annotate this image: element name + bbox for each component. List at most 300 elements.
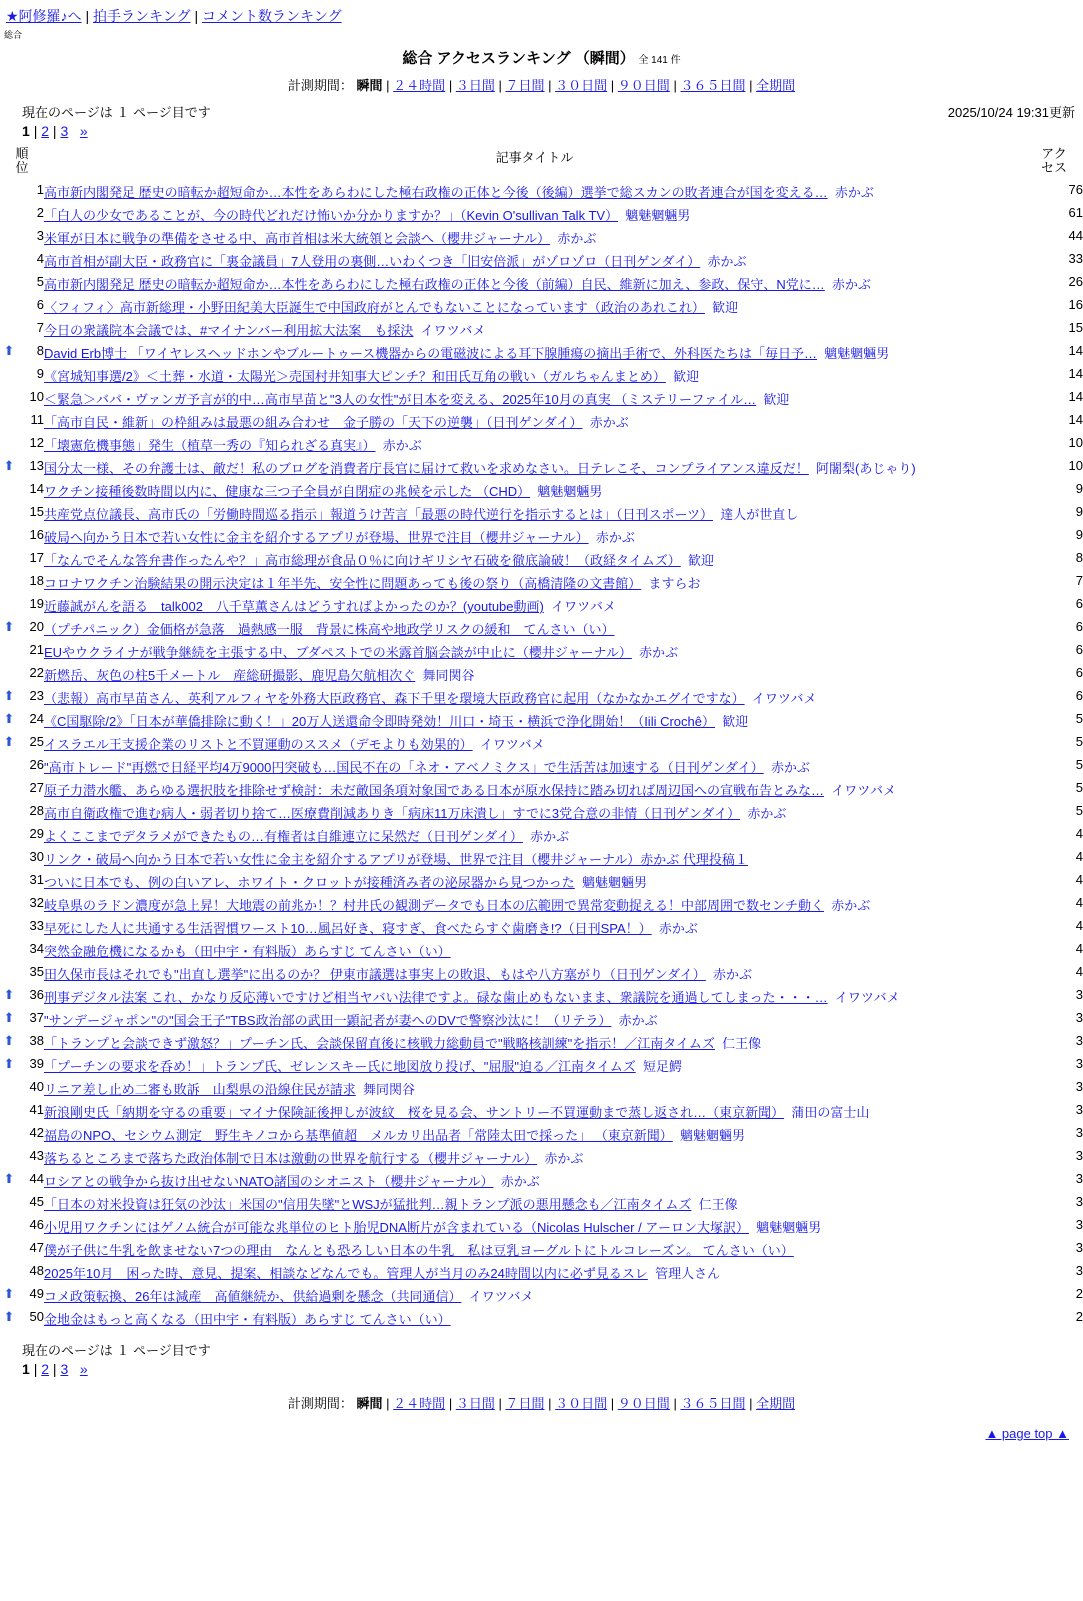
article-title-cell (44, 548, 1025, 571)
table-row (0, 1192, 1083, 1215)
article-title-link[interactable]: 高市新内閣発足 歴史の暗転か超短命か…本性をあらわにした極右政権の正体と今後（後編）選挙で総スカンの敗者連合が国を変える… (44, 185, 828, 201)
period-option-365d-bottom[interactable]: ３６５日間 (680, 1396, 746, 1412)
access-count: 3 (1075, 1194, 1083, 1210)
rank-number: 22 (29, 665, 44, 681)
article-title-cell (44, 203, 1025, 226)
article-title-link[interactable]: 原子力潜水艦、あらゆる選択肢を排除せず検討：未だ敵国条項対象国である日本が原水保持に踏み切れば周辺国への宣戦布告とみな… (44, 783, 825, 799)
article-title-link[interactable]: 早死にした人に共通する生活習慣ワースト10…風呂好き、寝すぎ、食べたらすぐ歯磨き!?（日刊SPA！） (44, 921, 652, 937)
rank-no-change-spacer (0, 1146, 18, 1169)
article-title-link[interactable]: 福島のNPO、セシウム測定 野生キノコから基準値超 メルカリ出品者「常陸太田で採った」 （東京新聞） (44, 1128, 673, 1144)
rank-no-change-spacer (0, 824, 18, 847)
article-title-link[interactable]: 「トランプと会談できず激怒？」プーチン氏、会談保留直後に核戦力総動員で"戦略核訓練"を指示！／江南タイムズ (44, 1036, 715, 1052)
access-count: 3 (1075, 1079, 1083, 1095)
rank-number: 13 (29, 458, 44, 474)
access-count: 8 (1075, 550, 1083, 566)
article-author: 歓迎 (687, 553, 714, 569)
article-title-link[interactable]: 「プーチンの要求を呑め！」トランプ氏、ゼレンスキー氏に地図放り投げ、"屈服"迫る／江南タイムズ (44, 1059, 636, 1075)
article-author: 赤かぶ (595, 530, 635, 546)
rank-no-change-spacer (0, 663, 18, 686)
rank-no-change-spacer (0, 433, 18, 456)
article-author: イワツバメ (834, 990, 900, 1006)
article-author: 赤かぶ (713, 967, 753, 983)
rank-no-change-spacer (0, 203, 18, 226)
access-count: 5 (1075, 803, 1083, 819)
period-label-top: 計測期間： (287, 78, 353, 93)
rank-no-change-spacer (0, 1238, 18, 1261)
access-count: 2 (1075, 1286, 1083, 1302)
pager-current-page-bottom: 1 (22, 1361, 30, 1378)
article-title-cell (44, 962, 1025, 985)
article-title-link[interactable]: "サンデージャポン"の"国会王子"TBS政治部の武田一顕記者が妻へのDVで警察沙汰に！（リテラ） (44, 1013, 612, 1029)
column-header-title: 記事タイトル (495, 150, 574, 165)
rank-number: 47 (29, 1240, 44, 1256)
rank-number: 11 (30, 412, 44, 428)
article-title-cell (44, 226, 1025, 249)
table-row (0, 1031, 1083, 1054)
article-title-link[interactable]: リンク・破局へ向かう日本で若い女性に金主を紹介するアプリが登場、世界で注目（櫻井ジャーナル）赤かぶ 代理投稿１ (44, 852, 748, 868)
rank-no-change-spacer (0, 778, 18, 801)
rank-number: 3 (36, 228, 44, 244)
table-row (0, 640, 1083, 663)
article-title-link[interactable]: 「日本の対米投資は狂気の沙汰」米国の"信用失墜"とWSJが猛批判…親トランプ派の悪用懸念も／江南タイムズ (44, 1197, 692, 1213)
article-title-link[interactable]: 高市自衛政権で進む病人・弱者切り捨て…医療費削減ありき「病床11万床潰し」すでに3党合意の非情（日刊ゲンダイ） (44, 806, 741, 822)
article-title-link[interactable]: リニア差し止め二審も敗訴 山梨県の沿線住民が請求 (44, 1082, 356, 1098)
table-row (0, 180, 1083, 203)
nav-applause-ranking-link[interactable]: 拍手ランキング (92, 8, 191, 24)
access-count: 5 (1075, 711, 1083, 727)
access-count: 14 (1068, 366, 1083, 382)
article-title-link[interactable]: 共産党点位議長、高市氏の「労働時間巡る指示」報道うけ苦言「最悪の時代逆行を指示するとは」（日刊スポーツ） (44, 507, 713, 523)
access-count: 5 (1075, 734, 1083, 750)
rank-number: 43 (29, 1148, 44, 1164)
access-count: 3 (1075, 1033, 1083, 1049)
article-title-cell (44, 502, 1025, 525)
article-title-cell (44, 571, 1025, 594)
access-count: 9 (1075, 527, 1083, 543)
article-title-link[interactable]: （悲報）高市早苗さん、英利アルフィヤを外務大臣政務官、森下千里を環境大臣政務官に起用（なかなかエグイですな） (44, 691, 745, 707)
rank-up-icon: ⬆ (3, 619, 15, 635)
article-author: 赤かぶ (639, 645, 679, 661)
access-count: 10 (1068, 458, 1083, 474)
period-label-bottom: 計測期間： (287, 1396, 353, 1412)
rank-number: 27 (29, 780, 44, 796)
rank-no-change-spacer (0, 479, 18, 502)
rank-number: 26 (29, 757, 44, 773)
period-option-24h-bottom[interactable]: ２４時間 (393, 1396, 446, 1412)
article-title-cell (44, 479, 1025, 502)
article-title-cell (44, 686, 1025, 709)
rank-no-change-spacer (0, 272, 18, 295)
period-option-3d-bottom[interactable]: ３日間 (455, 1396, 495, 1412)
table-row (0, 1077, 1083, 1100)
article-title-link[interactable]: 《C国駆除/2》「日本が華僑排除に動く！」20万人送還命令即時発効！川口・埼玉・横浜で浄化開始！（Iili Crochê） (44, 714, 715, 730)
article-author: 仁王像 (698, 1197, 738, 1213)
table-row (0, 387, 1083, 410)
article-title-cell (44, 939, 1025, 962)
article-title-link[interactable]: 国分太一様、その弁護士は、敵だ！私のブログを消費者庁長官に届けて救いを求めなさい。日テレこそ、コンプライアンス違反だ！ (44, 461, 809, 477)
table-row (0, 870, 1083, 893)
article-author: 赤かぶ (589, 415, 629, 431)
article-title-link[interactable]: 《宮城知事選/2》＜土葬・水道・太陽光＞売国村井知事大ピンチ？和田氏互角の戦い（ガルちゃんまとめ） (44, 369, 666, 385)
article-title-link[interactable]: 2025年10月 困った時、意見、提案、相談などなんでも。管理人が当月のみ24時間以内に必ず見るスレ (44, 1266, 648, 1282)
article-title-cell (44, 755, 1025, 778)
article-author: 魑魅魍魎男 (582, 875, 648, 891)
access-count: 6 (1075, 596, 1083, 612)
article-title-link[interactable]: 新燃岳、灰色の柱5千メートル 産総研撮影、鹿児島欠航相次ぐ (44, 668, 416, 684)
article-title-cell (44, 594, 1025, 617)
page-title-block (0, 47, 1083, 68)
article-author: 蒲田の富士山 (791, 1105, 870, 1121)
article-title-cell (44, 732, 1025, 755)
article-title-link[interactable]: よくここまでデタラメができたもの…有権者は自維連立に呆然だ（日刊ゲンダイ） (44, 829, 523, 845)
article-author: 赤かぶ (831, 898, 871, 914)
rank-number: 38 (29, 1033, 44, 1049)
table-row (0, 939, 1083, 962)
rank-no-change-spacer (0, 1100, 18, 1123)
table-row (0, 1169, 1083, 1192)
rank-up-icon: ⬆ (3, 987, 15, 1003)
rank-number: 37 (29, 1010, 44, 1026)
meta-row-top (0, 94, 1083, 121)
article-title-cell (44, 1077, 1025, 1100)
rank-number: 42 (29, 1125, 44, 1141)
article-title-cell (44, 663, 1025, 686)
article-author: ますらお (648, 576, 701, 592)
table-row (0, 1123, 1083, 1146)
article-title-cell (44, 778, 1025, 801)
access-count: 5 (1075, 780, 1083, 796)
access-count: 9 (1075, 481, 1083, 497)
access-count: 3 (1075, 1148, 1083, 1164)
period-option-all-top[interactable]: 全期間 (756, 78, 796, 93)
article-author: 歓迎 (763, 392, 790, 408)
access-count: 3 (1075, 1125, 1083, 1141)
pager-page3-bottom[interactable]: 3 (60, 1361, 69, 1378)
rank-up-icon: ⬆ (3, 688, 15, 704)
rank-no-change-spacer (0, 847, 18, 870)
period-option-all-bottom[interactable]: 全期間 (756, 1396, 796, 1412)
rank-up-icon: ⬆ (3, 734, 15, 750)
table-row (0, 295, 1083, 318)
period-option-24h-top[interactable]: ２４時間 (393, 78, 446, 93)
article-title-link[interactable]: 近藤誠がんを語る talk002 八千草薫さんはどうすればよかったのか？(youtube動画) (44, 599, 544, 615)
article-title-link[interactable]: 高市首相が副大臣・政務官に「裏金議員」7人登用の裏側…いわくつき「旧安倍派」がゾロゾロ（日刊ゲンダイ） (44, 254, 701, 270)
table-row (0, 341, 1083, 364)
table-row (0, 433, 1083, 456)
article-author: イワツバメ (751, 691, 817, 707)
pager-next-bottom[interactable]: » (79, 1361, 88, 1378)
table-row (0, 364, 1083, 387)
access-count: 3 (1075, 1240, 1083, 1256)
page-top-link-wrap (0, 1412, 1083, 1451)
article-title-link[interactable]: 僕が子供に牛乳を飲ませない7つの理由 なんとも恐ろしい日本の牛乳 私は豆乳ヨーグルトにトルコレーズン。 てんさい（い） (44, 1243, 794, 1259)
article-title-link[interactable]: 小児用ワクチンにはゲノム統合が可能な兆単位のヒト胎児DNA断片が含まれている（Nicolas Hulscher / アーロン大塚訳） (44, 1220, 749, 1236)
table-row (0, 916, 1083, 939)
table-row (0, 410, 1083, 433)
article-title-link[interactable]: イスラエル王支援企業のリストと不買運動のススメ（デモよりも効果的） (44, 737, 473, 753)
breadcrumb: 総合 (4, 30, 23, 40)
article-title-cell (44, 525, 1025, 548)
rank-number: 7 (36, 320, 44, 336)
nav-comment-ranking-link[interactable]: コメント数ランキング (202, 8, 342, 24)
table-row (0, 778, 1083, 801)
article-title-cell (44, 985, 1025, 1008)
table-row (0, 502, 1083, 525)
article-title-link[interactable]: 金地金はもっと高くなる（田中宇・有料版）あらすじ てんさい（い） (44, 1312, 451, 1328)
article-title-link[interactable]: "高市トレード"再燃で日経平均4万9000円突破も…国民不在の「ネオ・アベノミクス」で生活苦は加速する（日刊ゲンダイ） (44, 760, 764, 776)
rank-number: 44 (29, 1171, 44, 1187)
rank-number: 16 (29, 527, 44, 543)
access-count: 3 (1075, 1102, 1083, 1118)
period-option-30d-bottom[interactable]: ３０日間 (555, 1396, 608, 1412)
article-author: 赤かぶ (544, 1151, 584, 1167)
access-count: 6 (1075, 665, 1083, 681)
rank-number: 20 (29, 619, 44, 635)
access-count: 14 (1068, 389, 1083, 405)
table-row (0, 985, 1083, 1008)
current-page-status-top: 現在のページは １ ページ目です (22, 105, 211, 120)
article-author: 赤かぶ (382, 438, 422, 454)
rank-up-icon: ⬆ (3, 1056, 15, 1072)
rank-no-change-spacer (0, 1192, 18, 1215)
rank-up-icon: ⬆ (3, 1171, 15, 1187)
pager-page2-bottom[interactable]: 2 (41, 1361, 50, 1378)
rank-number: 25 (29, 734, 44, 750)
article-title-cell (44, 456, 1025, 479)
access-count: 76 (1068, 182, 1083, 198)
rank-no-change-spacer (0, 318, 18, 341)
rank-number: 50 (29, 1309, 44, 1325)
article-title-link[interactable]: コロナワクチン治験結果の開示決定は１年半先、安全性に問題あっても後の祭り（高橋清隆の文書館） (44, 576, 642, 592)
table-row (0, 1238, 1083, 1261)
rank-no-change-spacer (0, 870, 18, 893)
article-title-cell (44, 824, 1025, 847)
rank-up-icon: ⬆ (3, 1309, 15, 1325)
rank-no-change-spacer (0, 364, 18, 387)
table-row (0, 1307, 1083, 1330)
rank-number: 1 (36, 182, 44, 198)
column-header-access: アク セス (1040, 146, 1067, 175)
article-title-link[interactable]: ついに日本でも、例の白いアレ、ホワイト・クロットが接種済み者の泌尿器から見つかった (44, 875, 575, 891)
access-count: 4 (1075, 849, 1083, 865)
rank-number: 45 (29, 1194, 44, 1210)
article-title-link[interactable]: 新浪剛史氏「納期を守るの重要」マイナ保険証後押しが波紋 桜を見る会、サントリー不買運動まで蒸し返され…（東京新聞） (44, 1105, 785, 1121)
access-count: 6 (1075, 688, 1083, 704)
access-count: 4 (1075, 895, 1083, 911)
article-title-cell (44, 410, 1025, 433)
article-author: イワツバメ (551, 599, 616, 615)
table-row (0, 479, 1083, 502)
rank-number: 9 (36, 366, 44, 382)
period-option-90d-top[interactable]: ９０日間 (617, 78, 670, 93)
article-title-cell (44, 1215, 1025, 1238)
access-count: 3 (1075, 1010, 1083, 1026)
article-author: イワツバメ (468, 1289, 534, 1305)
rank-number: 35 (29, 964, 44, 980)
article-title-cell (44, 249, 1025, 272)
rank-number: 19 (29, 596, 44, 612)
access-count: 7 (1075, 573, 1083, 589)
article-title-link[interactable]: 突然金融危機になるかも（田中宇・有料版）あらすじ てんさい（い） (44, 944, 451, 960)
access-count: 9 (1075, 504, 1083, 520)
rank-no-change-spacer (0, 1261, 18, 1284)
pager-page3-top[interactable]: 3 (60, 123, 69, 139)
total-count: 全 141 件 (638, 55, 681, 66)
article-author: 舞同関谷 (422, 668, 475, 684)
article-title-link[interactable]: 高市新内閣発足 歴史の暗転か超短命か…本性をあらわにした極右政権の正体と今後（前編）自民、維新に加え、参政、保守、N党に… (44, 277, 825, 293)
access-count: 14 (1068, 343, 1083, 359)
rank-number: 28 (29, 803, 44, 819)
article-title-link[interactable]: EUやウクライナが戦争継続を主張する中、ブダペストでの米露首脳会談が中止に（櫻井ジャーナル） (44, 645, 632, 661)
article-title-cell (44, 870, 1025, 893)
pager-page2-top[interactable]: 2 (41, 123, 50, 139)
table-row (0, 893, 1083, 916)
period-option-active-top[interactable]: 瞬間 (356, 78, 383, 93)
article-title-cell (44, 387, 1025, 410)
article-title-link[interactable]: ＜緊急＞ババ・ヴァンガ予言が的中…高市早苗と"3人の女性"が日本を変える、2025年10月の真実 （ミステリーファイル… (44, 392, 757, 408)
table-row (0, 686, 1083, 709)
article-title-link[interactable]: David Erb博士 「ワイヤレスヘッドホンやブルートゥース機器からの電磁波による耳下腺腫瘍の摘出手術で、外科医たちは「毎日予… (44, 346, 818, 362)
pager-bottom: 1 | 2 | 3 » (22, 1361, 88, 1378)
article-title-cell (44, 1307, 1025, 1330)
rank-number: 41 (29, 1102, 44, 1118)
article-title-cell (44, 364, 1025, 387)
access-count: 33 (1068, 251, 1083, 267)
rank-no-change-spacer (0, 893, 18, 916)
period-option-3d-top[interactable]: ３日間 (455, 78, 495, 93)
article-title-link[interactable]: 米軍が日本に戦争の準備をさせる中、高市首相は米大統領と会談へ（櫻井ジャーナル） (44, 231, 551, 247)
access-count: 4 (1075, 872, 1083, 888)
rank-number: 5 (36, 274, 44, 290)
article-title-link[interactable]: 田久保市長はそれでも"出直し選挙"に出るのか？ 伊東市議選は事実上の敗退、もはや八方塞がり（日刊ゲンダイ） (44, 967, 706, 983)
pager-current-page-top: 1 (22, 123, 30, 139)
article-title-link[interactable]: 落ちるところまで落ちた政治体制で日本は激動の世界を航行する（櫻井ジャーナル） (44, 1151, 538, 1167)
article-author: 管理人さん (655, 1266, 721, 1282)
article-title-cell (44, 1054, 1025, 1077)
article-title-link[interactable]: （プチパニック）金価格が急落 過熱感一服 背景に株高や地政学リスクの緩和 てんさい（い） (44, 622, 615, 638)
rank-number: 15 (29, 504, 44, 520)
rank-number: 46 (29, 1217, 44, 1233)
period-option-90d-bottom[interactable]: ９０日間 (617, 1396, 670, 1412)
rank-up-icon: ⬆ (3, 711, 15, 727)
rank-number: 33 (29, 918, 44, 934)
rank-number: 31 (29, 872, 44, 888)
period-selector-bottom: 計測期間： 瞬間 | ２４時間 | ３日間 | ７日間 | ３０日間 | ９０日間 | ３６５日間 | 全期間 (287, 1396, 796, 1412)
article-title-link[interactable]: 岐阜県のラドン濃度が急上昇！大地震の前兆か！？村井氏の観測データでも日本の広範囲で異常変動捉える！中部周囲で数センチ動く (44, 898, 825, 914)
pager-top: 1 | 2 | 3 » (22, 123, 88, 139)
article-title-cell (44, 1100, 1025, 1123)
rank-number: 29 (29, 826, 44, 842)
current-page-status-bottom: 現在のページは １ ページ目です (22, 1343, 211, 1359)
article-title-link[interactable]: コメ政策転換、26年は減産 高値継続か、供給過剰を懸念（共同通信） (44, 1289, 462, 1305)
pager-next-top[interactable]: » (79, 123, 88, 139)
access-count: 3 (1075, 987, 1083, 1003)
table-row (0, 525, 1083, 548)
article-title-link[interactable]: ワクチン接種後数時間以内に、健康な三つ子全員が自閉症の兆候を示した （CHD） (44, 484, 531, 500)
article-title-link[interactable]: 刑事デジタル法案 これ、かなり反応薄いですけど相当ヤバい法律ですよ。碌な歯止めもないまま、衆議院を通過してしまった・・・… (44, 990, 828, 1006)
article-title-cell (44, 318, 1025, 341)
access-count: 16 (1068, 297, 1083, 313)
article-author: 魑魅魍魎男 (625, 208, 691, 224)
period-option-7d-bottom[interactable]: ７日間 (505, 1396, 545, 1412)
article-title-link[interactable]: 「壊憲危機事態」発生（植草一秀の『知られざる真実』） (44, 438, 376, 454)
rank-no-change-spacer (0, 594, 18, 617)
rank-up-icon: ⬆ (3, 343, 15, 359)
article-title-cell (44, 433, 1025, 456)
rank-number: 4 (36, 251, 44, 267)
table-row (0, 847, 1083, 870)
table-row (0, 617, 1083, 640)
article-title-link[interactable]: ロシアとの戦争から抜け出せないNATO諸国のシオニスト（櫻井ジャーナル） (44, 1174, 494, 1190)
rank-number: 39 (29, 1056, 44, 1072)
top-navigation (0, 0, 1083, 26)
table-row (0, 1284, 1083, 1307)
article-title-link[interactable]: 「高市自民・維新」の枠組みは最悪の組み合わせ 金子勝の「天下の逆襲」（日刊ゲンダイ） (44, 415, 583, 431)
article-title-cell (44, 1008, 1025, 1031)
table-row (0, 732, 1083, 755)
article-title-cell (44, 1284, 1025, 1307)
article-title-cell (44, 180, 1025, 203)
table-row (0, 571, 1083, 594)
period-option-active-bottom[interactable]: 瞬間 (356, 1396, 383, 1412)
rank-no-change-spacer (0, 410, 18, 433)
access-count: 2 (1075, 1309, 1083, 1325)
article-author: 赤かぶ (707, 254, 747, 270)
article-author: 魑魅魍魎男 (824, 346, 890, 362)
article-author: 赤かぶ (530, 829, 570, 845)
page-top-link[interactable]: ▲ page top ▲ (985, 1426, 1069, 1442)
rank-number: 49 (29, 1286, 44, 1302)
nav-home-link[interactable]: ★阿修羅♪へ (6, 8, 82, 24)
article-author: 赤かぶ (658, 921, 698, 937)
article-title-link[interactable]: 破局へ向かう日本で若い女性に金主を紹介するアプリが登場、世界で注目（櫻井ジャーナル） (44, 530, 589, 546)
period-option-30d-top[interactable]: ３０日間 (555, 78, 608, 93)
article-author: 赤かぶ (770, 760, 810, 776)
rank-number: 32 (29, 895, 44, 911)
article-title-cell (44, 1238, 1025, 1261)
article-author: 赤かぶ (557, 231, 597, 247)
table-row (0, 1215, 1083, 1238)
article-title-link[interactable]: 〈フィフィ〉高市新総理・小野田紀美大臣誕生で中国政府がとんでもないことになっています（政治のあれこれ） (44, 300, 705, 316)
article-title-cell (44, 1146, 1025, 1169)
rank-no-change-spacer (0, 226, 18, 249)
period-option-365d-top[interactable]: ３６５日間 (680, 78, 746, 93)
column-header-rank: 順 位 (15, 146, 29, 175)
article-author: 阿闍梨(あじゃり) (816, 461, 916, 477)
article-title-link[interactable]: 「白人の少女であることが、今の時代どれだけ怖いか分かりますか？」（Kevin O'sullivan Talk TV） (44, 208, 619, 224)
rank-number: 2 (36, 205, 44, 221)
access-count: 5 (1075, 757, 1083, 773)
access-count: 3 (1075, 1056, 1083, 1072)
rank-no-change-spacer (0, 387, 18, 410)
article-title-link[interactable]: 「なんでそんな答弁書作ったんや？」高市総理が食品０％に向けギリシヤ石破を徹底論破！（政経タイムズ） (44, 553, 681, 569)
article-author: 赤かぶ (618, 1013, 658, 1029)
rank-number: 12 (29, 435, 44, 451)
period-option-7d-top[interactable]: ７日間 (505, 78, 545, 93)
rank-number: 14 (29, 481, 44, 497)
rank-number: 24 (29, 711, 44, 727)
article-author: 赤かぶ (500, 1174, 540, 1190)
table-row (0, 272, 1083, 295)
page-title: 総合 アクセスランキング （瞬間） (402, 50, 635, 67)
article-title-cell (44, 709, 1025, 732)
article-author: 歓迎 (722, 714, 749, 730)
rank-up-icon: ⬆ (3, 458, 15, 474)
rank-number: 6 (36, 297, 44, 313)
rank-no-change-spacer (0, 1215, 18, 1238)
article-title-link[interactable]: 今日の衆議院本会議では、#マイナンバー利用拡大法案 も採決 (44, 323, 414, 339)
rank-no-change-spacer (0, 755, 18, 778)
